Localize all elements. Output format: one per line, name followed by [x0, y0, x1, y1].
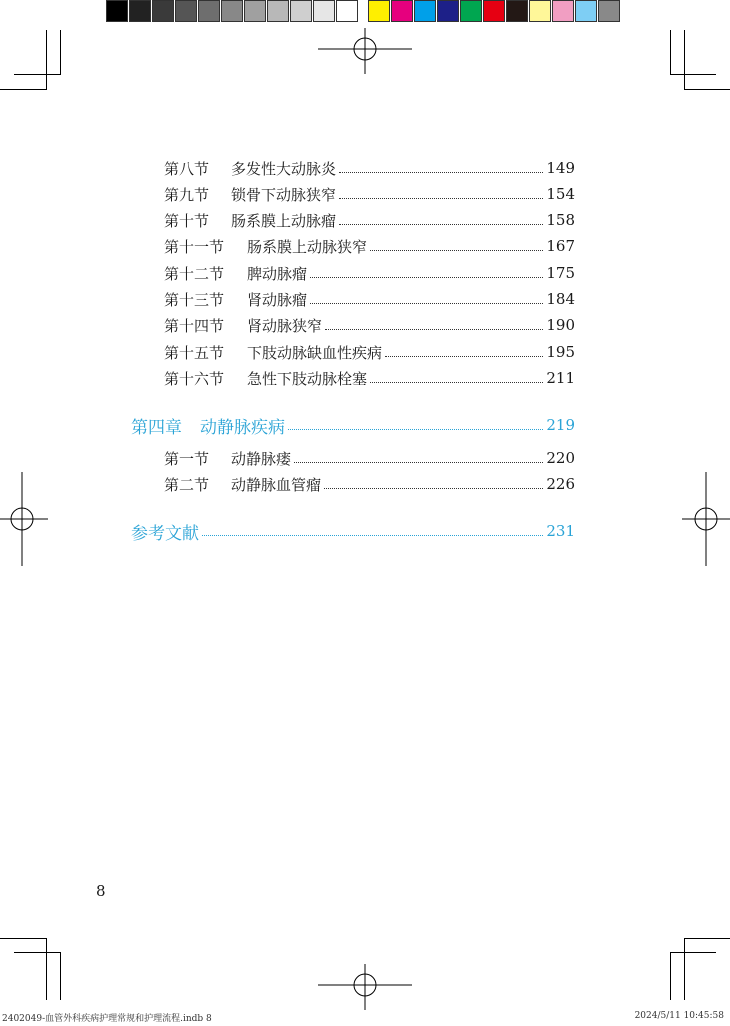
toc-leader	[288, 428, 543, 430]
toc-page-number: 154	[546, 185, 575, 203]
color-swatch	[460, 0, 482, 22]
toc-leader	[310, 302, 543, 304]
color-swatch	[483, 0, 505, 22]
toc-section-title: 急性下肢动脉栓塞	[247, 369, 368, 388]
toc-references-entry[interactable]	[131, 518, 575, 544]
page-number: 8	[96, 882, 106, 900]
toc-section-title: 肠系膜上动脉瘤	[231, 211, 337, 230]
gray-swatch	[175, 0, 197, 22]
toc-chapter-number: 第四章	[131, 417, 182, 438]
color-swatch	[437, 0, 459, 22]
color-swatch	[575, 0, 597, 22]
toc-leader	[325, 328, 543, 330]
toc-entry[interactable]	[164, 341, 575, 363]
toc-leader	[324, 487, 543, 489]
toc-section-number: 第十节	[164, 211, 210, 230]
registration-mark-left	[0, 472, 48, 566]
toc-section-number: 第十六节	[164, 369, 225, 388]
toc-page-number: 167	[546, 237, 575, 255]
toc-entry[interactable]	[164, 209, 575, 231]
toc-section-title: 下肢动脉缺血性疾病	[247, 343, 383, 362]
toc-leader	[202, 534, 543, 536]
toc-section-number: 第一节	[164, 449, 210, 468]
toc-chapter-title: 动静脉疾病	[200, 417, 285, 438]
toc-leader	[310, 276, 543, 278]
color-swatch	[368, 0, 390, 22]
registration-mark-right	[682, 472, 730, 566]
registration-mark-bottom	[318, 964, 412, 1010]
toc-leader	[294, 461, 543, 463]
toc-page-number: 184	[546, 290, 575, 308]
toc-section-number: 第十一节	[164, 237, 225, 256]
toc-entry[interactable]	[164, 157, 575, 179]
toc-leader	[339, 223, 543, 225]
toc-section-number: 第十四节	[164, 316, 225, 335]
toc-entry[interactable]	[164, 183, 575, 205]
toc-leader	[385, 355, 543, 357]
toc-page-number: 211	[546, 369, 575, 387]
color-swatch	[391, 0, 413, 22]
toc-section-number: 第十二节	[164, 264, 225, 283]
toc-page-number: 149	[546, 159, 575, 177]
color-swatch	[529, 0, 551, 22]
gray-swatch	[244, 0, 266, 22]
gray-swatch	[267, 0, 289, 22]
gray-swatch	[198, 0, 220, 22]
toc-section-title: 动静脉瘘	[231, 449, 292, 468]
toc-entry[interactable]	[164, 288, 575, 310]
toc-section-number: 第十三节	[164, 290, 225, 309]
toc-section-title: 肾动脉狭窄	[247, 316, 323, 335]
toc-section-number: 第十五节	[164, 343, 225, 362]
toc-entry[interactable]	[164, 314, 575, 336]
toc-entry[interactable]	[164, 235, 575, 257]
gray-swatch	[221, 0, 243, 22]
toc-entry[interactable]	[164, 473, 575, 495]
toc-page-number: 219	[546, 416, 575, 434]
toc-leader	[339, 197, 543, 199]
toc-page-number: 175	[546, 264, 575, 282]
toc-section-number: 第八节	[164, 159, 210, 178]
gray-swatch	[106, 0, 128, 22]
toc-page-number: 158	[546, 211, 575, 229]
gray-swatch	[129, 0, 151, 22]
toc-section-title: 肠系膜上动脉狭窄	[247, 237, 368, 256]
toc-leader	[339, 171, 543, 173]
toc-section-number: 第九节	[164, 185, 210, 204]
color-swatch	[598, 0, 620, 22]
toc-leader	[370, 381, 543, 383]
toc-page-number: 231	[546, 522, 575, 540]
gray-swatch	[290, 0, 312, 22]
toc-page-number: 226	[546, 475, 575, 493]
toc-section-title: 多发性大动脉炎	[231, 159, 337, 178]
gray-swatch	[152, 0, 174, 22]
toc-section-title: 肾动脉瘤	[247, 290, 308, 309]
registration-mark-top	[318, 28, 412, 74]
gray-swatch	[313, 0, 335, 22]
toc-section-number: 第二节	[164, 475, 210, 494]
gray-swatch	[336, 0, 358, 22]
color-swatch	[552, 0, 574, 22]
process-color-bar	[368, 0, 621, 24]
color-swatch	[414, 0, 436, 22]
toc-references-title: 参考文献	[131, 523, 199, 544]
gray-color-bar	[106, 0, 359, 24]
toc-leader	[370, 249, 543, 251]
toc-section-title: 脾动脉瘤	[247, 264, 308, 283]
toc-entry[interactable]	[164, 447, 575, 469]
toc-entry[interactable]	[164, 262, 575, 284]
toc-section-title: 动静脉血管瘤	[231, 475, 322, 494]
toc-page-number: 190	[546, 316, 575, 334]
footer-timestamp: 2024/5/11 10:45:58	[634, 1011, 724, 1021]
toc-section-title: 锁骨下动脉狭窄	[231, 185, 337, 204]
footer-file-name: 2402049-血管外科疾病护理常规和护理流程.indb 8	[2, 1014, 212, 1024]
toc-page-number: 195	[546, 343, 575, 361]
toc-entry[interactable]	[164, 367, 575, 389]
toc-page-number: 220	[546, 449, 575, 467]
toc-chapter-entry[interactable]	[131, 412, 575, 438]
color-swatch	[506, 0, 528, 22]
